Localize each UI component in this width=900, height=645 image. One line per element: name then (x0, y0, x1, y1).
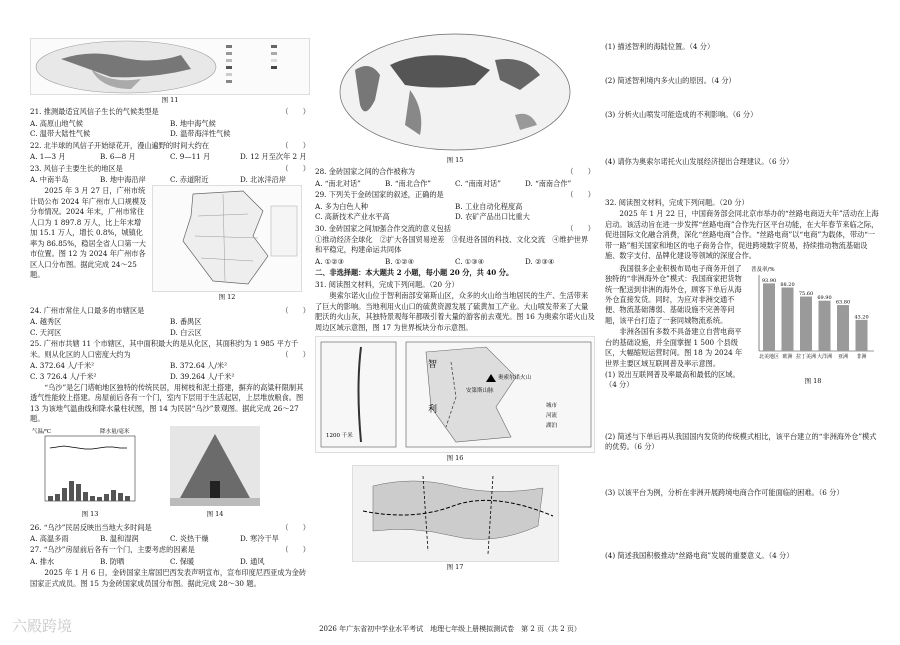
category-label-2: 拉丁美洲 (795, 353, 817, 360)
watermark-logo: 六殿跨境 (12, 617, 73, 635)
figure-14-caption: 图 14 (206, 510, 224, 519)
hut-photo-figure-14 (170, 426, 260, 506)
question-21-options: A. 高原山地气候 B. 地中海气候 C. 温带大陆性气候 D. 温带海洋性气候 (30, 118, 231, 139)
question-31-part-1: (1) 描述智利的海陆位置。（4 分） (605, 42, 715, 51)
guangzhou-map-figure-12 (152, 185, 302, 292)
map-label-andes: 安第斯山脉 (466, 387, 494, 394)
section-2-heading: 二、非选择题：本大题共 2 小题，每小题 20 分，共 40 分。 (315, 268, 514, 278)
bar-3 (819, 300, 831, 350)
figure-17-caption: 图 17 (446, 563, 464, 572)
bar-4 (837, 305, 849, 351)
question-31: 31. 阅读图文材料，完成下列问题。（20 分） (315, 279, 459, 289)
bar-value-label-0: 93.90 (761, 277, 777, 284)
question-26-options: A. 高温多雨 B. 温和湿润 C. 炎热干燥 D. 寒冷干旱 (30, 534, 279, 544)
internet-penetration-chart (749, 263, 877, 373)
question-29-options: A. 多为白色人种 B. 工业自动化程度高 C. 高新技术产业水平高 D. 农矿产品出口比重大 (315, 201, 530, 222)
bar-5 (856, 320, 868, 351)
legend-river: 河流 (546, 412, 558, 419)
question-30-items: ①推动经济全球化 ②扩大各国贸易逆差 ③促进各国的科技、文化交流 ④维护世界和平稳定，构建命运共同体 (315, 235, 589, 255)
question-22-options: A. 1—3 月 B. 6—8 月 C. 9—11 月 D. 12 月至次年 2 月 (30, 152, 307, 162)
category-label-3: 大洋洲 (816, 353, 833, 360)
question-32: 32. 阅读图文材料，完成下列问题。（20 分） (605, 198, 749, 207)
passage-24-block (30, 185, 310, 304)
question-23-options: A. 中南半岛 B. 地中海沿岸 C. 赤道附近 D. 北冰洋沿岸 (30, 175, 287, 185)
chart-ylabel: 普及率/% (751, 266, 775, 273)
bar-1 (782, 287, 794, 351)
figure-15-caption: 图 15 (446, 156, 464, 164)
question-26: 26. “乌沙”民居反映出当地大多时间是 （ ） (30, 522, 310, 532)
question-27: 27. “乌沙”房屋前后各有一个门，主要考虑的因素是 （ ） (30, 545, 310, 555)
passage-31: 奥索尔诺火山位于智利南部安第斯山区，众多的火山给当地居民的生产、生活带来了巨大的影响。当地利用火山口的硫黄资源发展了硫黄加工产业。大山喷发带来了大量肥沃的火山灰，其独特景观每年都吸引着大量的游客前去观光。图 16 为奥索尔诺火山及周边区域示意图，图 17 为世界板块分布示意图。 (315, 291, 595, 332)
osorno-volcano-map (316, 337, 595, 452)
world-map-figure-11 (30, 38, 310, 95)
category-label-5: 非洲 (856, 353, 867, 360)
question-32-part-2: (2) 简述与下单后再从我国国内发货的传统模式相比，该平台建立的“非洲海外仓”模式的优势。（6 分） (605, 431, 877, 452)
passage-32-chart-block (605, 263, 880, 392)
question-31-part-2: (2) 简述智利境内多火山的原因。（4 分） (605, 76, 736, 85)
bar-value-label-3: 69.90 (817, 294, 832, 301)
left-column (30, 0, 310, 590)
passage-32c: 非洲各国有多数不具备建立自营电商平台的基础设施，并全面掌握 1 500 个县级区，大幅缩短运营时间。图 18 为 2024 年世界主要区域互联网普及率示意图。 (605, 327, 743, 368)
legend-city: 城市 (546, 402, 558, 409)
bar-value-label-1: 88.20 (780, 281, 795, 288)
bar-value-label-4: 63.80 (835, 299, 851, 306)
bar-0 (763, 283, 775, 351)
question-21: 21. 推测最适宜风信子生长的气候类型是 （ ） (30, 107, 310, 117)
figure-18-caption: 图 18 (804, 377, 822, 386)
chile-map-figure-16 (315, 336, 595, 453)
question-22: 22. 北半球的风信子开始绿花开，漫山遍野的时间大约在 （ ） (30, 140, 310, 150)
passage-24: 2025 年 3 月 27 日，广州市统计局公布 2024 年广州市人口规模及分布情况。2024 年末，广州市常住人口为 1 897.8 万人，比上年末增加 15.1 万人，增长 0.8%，城镇化率为 86.85%，稳居全省人口第一大市位置。图 12 为 2024 年广州市各区人口分布图。据此完成 24～25 题。 (30, 186, 147, 279)
question-28: 28. 金砖国家之间的合作被称为 （ ） (315, 167, 595, 177)
question-28-options: A. “南北对话” B. “南北合作” C. “南南对话” D. “南南合作” (315, 178, 572, 188)
plates-map-figure-17 (352, 465, 559, 562)
passage-28: 2025 年 1 月 6 日，金砖国家主席国巴西发表声明宣布，宣布印度尼西亚成为金砖国家正式成员。图 15 为金砖国家成员国分布图。据此完成 28～30 题。 (30, 568, 307, 588)
passage-32b: 我国很多企业积极布局电子商务开创了独特的“非洲海外仓”模式：我国商家把货物统一配送到非洲的海外仓，顾客下单后从海外仓直接发货。同时，为应对非洲交通不便、物流基础薄弱、基础设施不完善等问题，该平台打造了一套同城物流系统。 (605, 263, 742, 325)
question-27-options: A. 排水 B. 防晒 C. 保暖 D. 通风 (30, 556, 265, 566)
bar-2 (800, 296, 812, 350)
bar-value-label-5: 43.20 (854, 314, 869, 321)
figure-16-caption: 图 16 (446, 453, 464, 462)
world-map-illustration (31, 39, 310, 94)
map-label-volcano: 奥索尔诺火山 (498, 374, 532, 381)
category-label-1: 欧洲 (782, 353, 793, 360)
guangzhou-district-map (153, 186, 302, 291)
brics-world-map (315, 30, 595, 155)
temperature-axis-label: 气温/℃ (32, 428, 52, 435)
figure-11-caption: 图 11 (161, 96, 179, 104)
passage-26: “乌沙”是乞门塔帕地区独特的传统民居，用树枝和泥土搭建，摒弃的高粱秆限制其透气性能较上搭建。房屋前后各有一个门，室内下层用于生活起居，上层堆放粮食。图 13 为该地气温曲线和降水量柱状图，图 14 为民居“乌沙”景观图。据此完成 26～27 题。 (30, 382, 304, 424)
question-24: 24. 广州市常住人口最多的市辖区是 （ ） (30, 305, 310, 315)
map-label-li: 利 (428, 404, 438, 415)
question-29: 29. 下列关于金砖国家的叙述，正确的是 （ ） (315, 190, 595, 200)
right-column (605, 0, 880, 562)
question-32-part-1: (1) 说出互联网普及率最高和最低的区域。（4 分） (605, 370, 740, 390)
legend-lake: 湖泊 (546, 422, 558, 429)
category-label-0: 北美地区 (758, 353, 780, 360)
question-32-part-3: (3) 以该平台为例，分析在非洲开展跨境电商合作可能面临的困难。（6 分） (605, 487, 844, 497)
figures-13-14 (30, 426, 310, 522)
climate-chart-figure-13 (30, 426, 150, 506)
question-23: 23. 风信子主要生长的地区是 （ ） (30, 163, 310, 173)
question-30: 30. 金砖国家之间加强合作交流的意义包括 （ ） (315, 223, 595, 233)
category-label-4: 亚洲 (837, 353, 849, 360)
question-31-part-4: (4) 请你为奥索尔诺托火山发展经济提出合理建议。（6 分） (605, 157, 794, 166)
question-24-options: A. 越秀区 B. 番禺区 C. 天河区 D. 白云区 (30, 317, 202, 337)
question-30-options: A. ①②③ B. ①②④ C. ①③④ D. ②③④ (315, 256, 555, 266)
middle-column (315, 0, 595, 575)
question-25: 25. 广州市共辖 11 个市辖区，其中面积最大的是从化区，其面积约为 1 985 平方千米。则从化区的人口密度大约为 （ ） (30, 339, 310, 359)
passage-32a: 2025 年 1 月 22 日，中国商务部会同北京市举办的“丝路电商迈大年”活动在上海启动。该活动旨在进一步发挥“丝路电商”合作先行区平台功能，在大年春节来临之际，促进国际文化融合消费，深化“丝路电商”合作。“丝路电商”以“电商”为载体，带动“一带一路”相关国家和地区的电子商务合作，促进跨境数字贸易，持续推动物流基础设施、数字支付、品牌化建设等领域的深度合作。 (605, 209, 879, 261)
world-plates-map (353, 466, 558, 561)
world-map-figure-15 (315, 30, 595, 155)
page-footer: 2026 年广东省初中学业水平考试 地理七年级上册模拟测试卷 第 2 页（共 2 页） (319, 625, 581, 633)
precipitation-axis-label: 降水量/毫米 (100, 428, 130, 435)
map-label-zhi: 智 (428, 359, 438, 370)
question-31-part-3: (3) 分析火山喷发可能造成的不利影响。（6 分） (605, 110, 758, 119)
question-32-part-4: (4) 简述我国积极推动“丝路电商”发展的重要意义。（4 分） (605, 550, 794, 560)
figure-12-caption: 图 12 (218, 293, 236, 302)
map-scale: 1200 千米 (326, 432, 353, 439)
bar-value-label-2: 75.60 (798, 290, 814, 297)
question-25-options: A. 372.64 人/千米² B. 372.64 人/米² C. 3 726.4 人/千米² D. 39.264 人/千米² (30, 361, 235, 381)
figure-13-caption: 图 13 (81, 510, 99, 519)
